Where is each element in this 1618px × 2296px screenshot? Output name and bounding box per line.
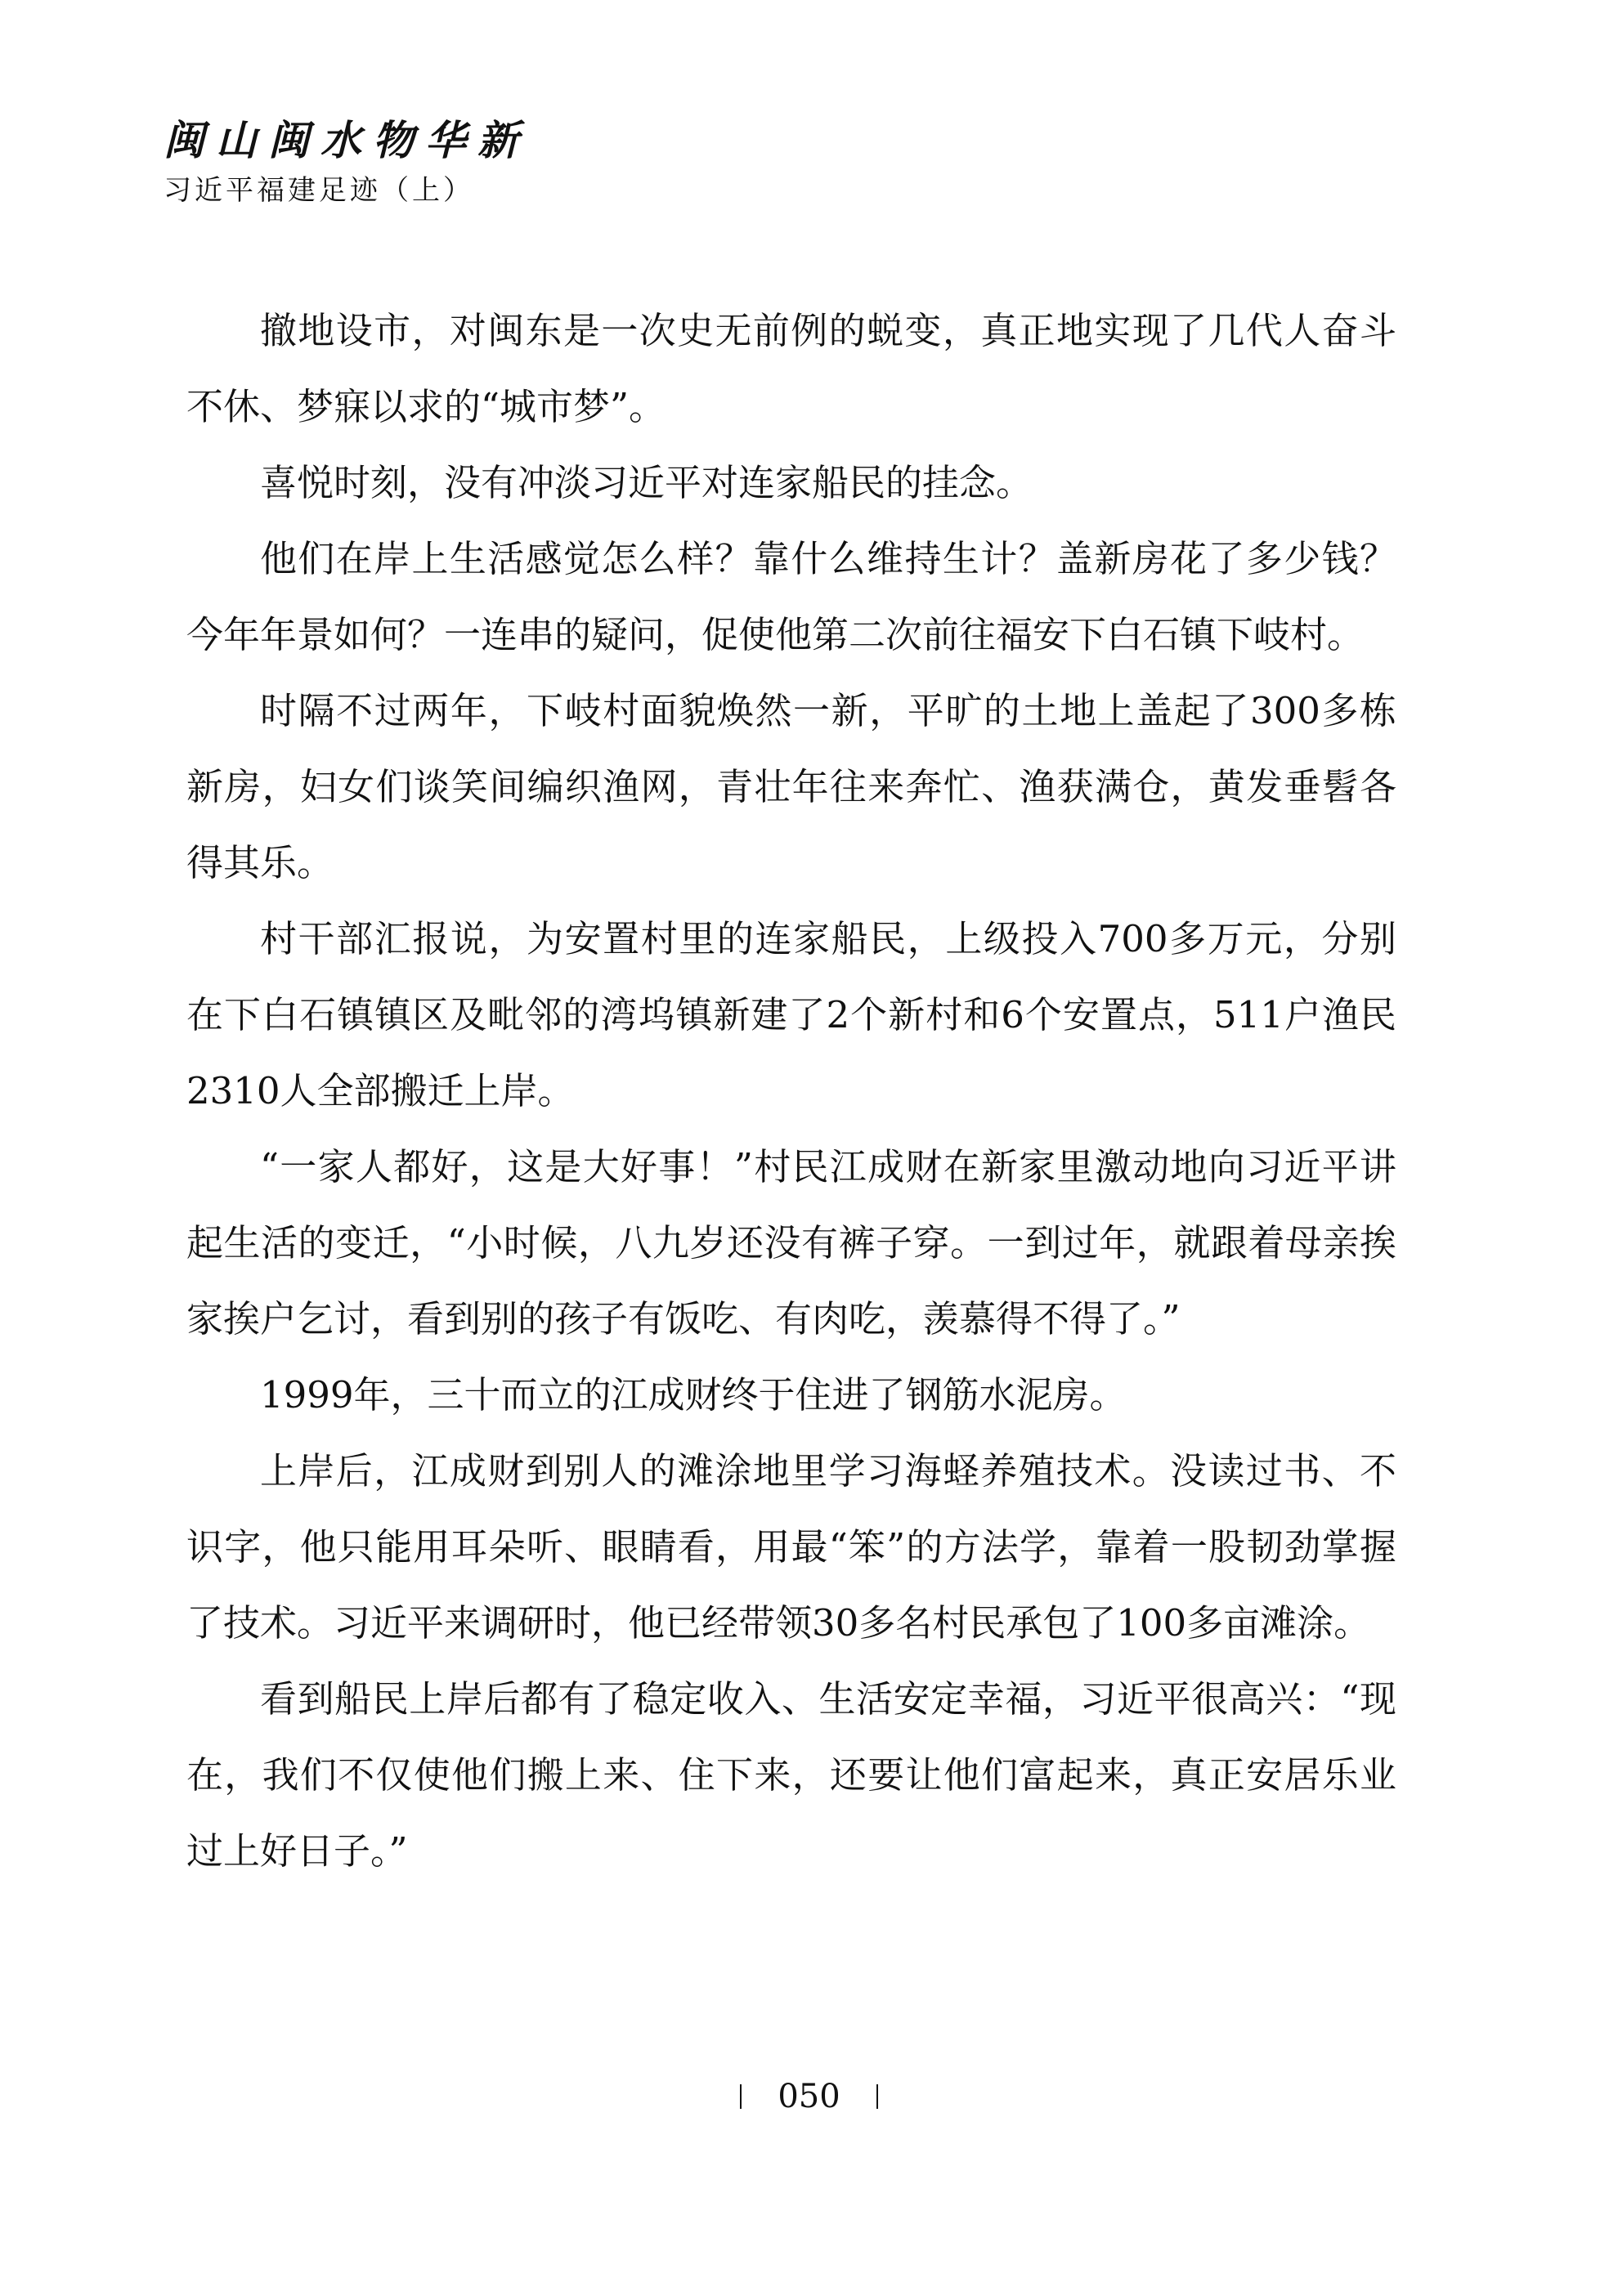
book-subtitle: 习近平福建足迹（上） (164, 174, 474, 207)
folio-left-rule (740, 2084, 742, 2109)
page-number: 050 (778, 2078, 840, 2115)
running-header (164, 114, 899, 209)
paragraph: “一家人都好，这是大好事！”村民江成财在新家里激动地向习近平讲起生活的变迁，“小时候，八九岁还没有裤子穿。一到过年，就跟着母亲挨家挨户乞讨，看到别的孩子有饭吃、有肉吃，羡慕得不得了。” (186, 1145, 1396, 1340)
paragraph: 喜悦时刻，没有冲淡习近平对连家船民的挂念。 (260, 461, 1033, 504)
paragraph: 他们在岸上生活感觉怎么样？靠什么维持生计？盖新房花了多少钱？今年年景如何？一连串的疑问，促使他第二次前往福安下白石镇下岐村。 (186, 537, 1396, 656)
paragraph: 时隔不过两年，下岐村面貌焕然一新，平旷的土地上盖起了300多栋新房，妇女们谈笑间编织渔网，青壮年往来奔忙、渔获满仓，黄发垂髫各得其乐。 (186, 689, 1396, 884)
paragraph: 1999年，三十而立的江成财终于住进了钢筋水泥房。 (260, 1373, 1127, 1417)
page-footer (0, 2076, 1618, 2117)
paragraph: 上岸后，江成财到别人的滩涂地里学习海蛏养殖技术。没读过书、不识字，他只能用耳朵听、眼睛看，用最“笨”的方法学，靠着一股韧劲掌握了技术。习近平来调研时，他已经带领30多名村民承包了100多亩滩涂。 (186, 1449, 1396, 1645)
folio-right-rule (876, 2084, 878, 2109)
book-title: 闽山闽水物华新 (164, 116, 530, 164)
paragraph: 看到船民上岸后都有了稳定收入、生活安定幸福，习近平很高兴：“现在，我们不仅使他们搬上来、住下来，还要让他们富起来，真正安居乐业过上好日子。” (186, 1677, 1396, 1873)
paragraph: 村干部汇报说，为安置村里的连家船民，上级投入700多万元，分别在下白石镇镇区及毗邻的湾坞镇新建了2个新村和6个安置点，511户渔民2310人全部搬迁上岸。 (186, 917, 1396, 1112)
body-text (186, 293, 1396, 1889)
paragraph: 撤地设市，对闽东是一次史无前例的蜕变，真正地实现了几代人奋斗不休、梦寐以求的“城市梦”。 (186, 309, 1396, 428)
